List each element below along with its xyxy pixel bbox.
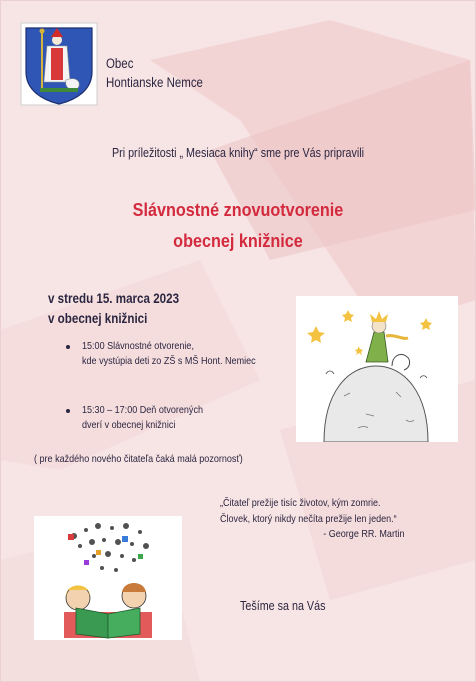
bullet-icon bbox=[66, 409, 70, 413]
quote-line1: „Čitateľ prežije tisíc životov, kým zomrie. bbox=[220, 497, 381, 509]
program-item-line1: 15:00 Slávnostné otvorenie, bbox=[82, 340, 194, 352]
quote-author: - George RR. Martin bbox=[323, 528, 405, 540]
children-reading-book-illustration bbox=[34, 516, 182, 640]
quote-line2: Človek, ktorý nikdy nečíta prežije len jeden.“ bbox=[220, 512, 397, 525]
program-item bbox=[82, 403, 203, 433]
little-prince-illustration bbox=[296, 296, 458, 442]
intro-text: Pri príležitosti „ Mesiaca knihy“ sme pre Vás pripravili bbox=[111, 146, 365, 160]
village-line1: Obec bbox=[106, 56, 134, 71]
program-item bbox=[82, 339, 256, 369]
event-when bbox=[48, 289, 179, 329]
village-name bbox=[106, 54, 203, 92]
program-item-line2: kde vystúpia deti zo ZŠ s MŠ Hont. Nemiec bbox=[82, 355, 256, 367]
event-title-line1: Slávnostné znovuotvorenie bbox=[132, 200, 344, 220]
event-title-line2: obecnej knižnice bbox=[173, 231, 303, 251]
bullet-icon bbox=[66, 345, 70, 349]
closing-text: Tešíme sa na Vás bbox=[240, 599, 326, 613]
program-item-line2: dverí v obecnej knižnici bbox=[82, 419, 176, 431]
event-place: v obecnej knižnici bbox=[48, 311, 148, 326]
event-date: v stredu 15. marca 2023 bbox=[48, 291, 180, 306]
village-coat-of-arms-icon bbox=[20, 22, 98, 106]
program-item-line1: 15:30 – 17:00 Deň otvorených bbox=[82, 404, 203, 416]
village-line2: Hontianske Nemce bbox=[106, 75, 203, 90]
quote-block bbox=[220, 496, 404, 543]
gift-note: ( pre každého nového čitateľa čaká malá pozornosť) bbox=[34, 453, 243, 465]
